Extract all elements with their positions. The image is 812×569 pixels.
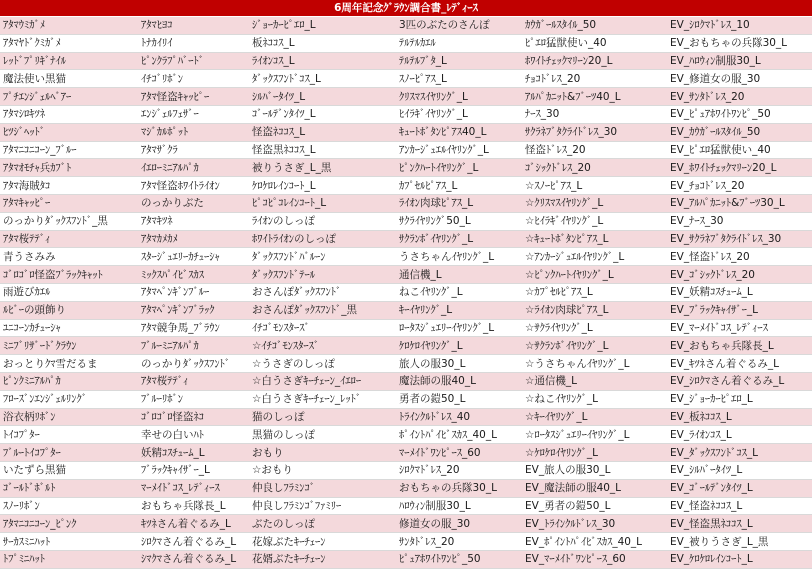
table-row	[0, 88, 812, 106]
table-row	[0, 426, 812, 444]
table-row	[0, 283, 812, 301]
table-cell: ｻｸﾗﾈﾌﾞﾀｸﾗｲﾄﾞﾚｽ_30	[522, 123, 667, 141]
table-cell: EV_怪盗ﾄﾞﾚｽ_20	[667, 248, 812, 266]
table-cell: ﾏｼﾞｶﾙﾎﾟｯﾄ	[138, 123, 249, 141]
table-cell: EV_ｺﾞｼｯｸﾄﾞﾚｽ_20	[667, 266, 812, 284]
table-row	[0, 355, 812, 373]
table-cell: ｱﾀﾏｷｬｯﾋﾟｰ	[0, 194, 138, 212]
table-cell: ｺﾞｰﾙﾄﾞﾎﾞﾙﾄ	[0, 479, 138, 497]
table-row	[0, 266, 812, 284]
sheet-title: 6周年記念ｸﾞﾗｳﾝ調合書_ﾚﾃﾞｨｰｽ	[334, 2, 478, 14]
table-cell: ﾋﾂｼﾞﾍｯﾄﾞ	[0, 123, 138, 141]
table-cell: EV_ｼﾞｮｰｶｰﾋﾟｴﾛ_L	[667, 390, 812, 408]
table-cell: ☆ｻｸﾗｲﾔﾘﾝｸﾞ_L	[522, 319, 667, 337]
table-cell: ﾗｲｵﾝのしっぽ	[249, 212, 396, 230]
table-row	[0, 34, 812, 52]
table-row	[0, 159, 812, 177]
table-cell: EV_妖精ｺｽﾁｭｰﾑ_L	[667, 283, 812, 301]
table-cell: EV_ﾎﾟｲﾝﾄﾊﾟｲﾋﾞｽｶｽ_40_L	[522, 533, 667, 551]
table-cell: 怪盗ﾈｺｺｽ_L	[249, 123, 396, 141]
table-row	[0, 550, 812, 568]
table-cell: EV_被りうさぎ_L_黒	[667, 533, 812, 551]
table-cell: ﾌﾞﾙｰﾐﾆｱﾙﾊﾟｶ	[138, 337, 249, 355]
table-cell: ｹﾛｹﾛﾚｲﾝｺｰﾄ_L	[249, 177, 396, 195]
table-row	[0, 123, 812, 141]
table-cell: ☆うさぎのしっぽ	[249, 355, 396, 373]
table-row	[0, 141, 812, 159]
table-row	[0, 390, 812, 408]
table-cell: 板ﾈｺｺｽ_L	[249, 34, 396, 52]
table-cell: EV_ｶｳｶﾞｰﾙｽﾀｲﾙ_50	[667, 123, 812, 141]
table-cell: ﾀﾞｯｸｽﾌﾝﾄﾞｺｽ_L	[249, 70, 396, 88]
table-cell: ｽﾉｰﾋﾟｱｽ_L	[396, 70, 522, 88]
table-cell: ☆ﾗｲｵﾝ肉球ﾋﾟｱｽ_L	[522, 301, 667, 319]
table-row	[0, 194, 812, 212]
table-cell: ﾌﾛｰｽﾞﾝｴﾝｼﾞｪﾙﾘﾝｸﾞ	[0, 390, 138, 408]
table-cell: ﾋﾟﾝｸﾊｰﾄｲﾔﾘﾝｸﾞ_L	[396, 159, 522, 177]
table-cell: EV_ﾄﾗｲﾝｸﾙﾄﾞﾚｽ_30	[522, 515, 667, 533]
table-cell: ｼﾞｮｰｶｰﾋﾟｴﾛ_L	[249, 17, 396, 34]
table-cell: ｱﾀﾏｶﾒｶﾒ	[138, 230, 249, 248]
table-cell: ☆ｽﾉｰﾋﾟｱｽ_L	[522, 177, 667, 195]
table-cell: ｴﾝｼﾞｪﾙﾌｪｻﾞｰ	[138, 105, 249, 123]
table-cell: ☆ｸﾘｽﾏｽｲﾔﾘﾝｸﾞ_L	[522, 194, 667, 212]
table-cell: 花婿ぶたｷｰﾁｪｰﾝ	[249, 550, 396, 568]
table-cell: ｱﾀﾏ海賊ﾀｺ	[0, 177, 138, 195]
table-cell: おさんぽﾀﾞｯｸｽﾌﾝﾄﾞ	[249, 283, 396, 301]
table-row	[0, 70, 812, 88]
table-cell: ☆おもり	[249, 461, 396, 479]
table-cell: いたずら黒猫	[0, 461, 138, 479]
table-cell: ｱﾀﾏﾆｺﾆｺｰﾝ_ﾌﾞﾙｰ	[0, 141, 138, 159]
table-cell: EV_ﾊﾛｳｨﾝ制服30_L	[667, 52, 812, 70]
table-cell: ☆ｷｭｰﾄﾎﾞﾀﾝﾋﾟｱｽ_L	[522, 230, 667, 248]
table-cell: ﾃﾙﾃﾙｶｴﾙ	[396, 34, 522, 52]
table-cell: ｼﾙﾊﾞｰﾀｲﾂ_L	[249, 88, 396, 106]
table-cell: ｱﾙﾊﾟｶﾆｯﾄ&ﾌﾞｰﾂ40_L	[522, 88, 667, 106]
table-row	[0, 337, 812, 355]
table-cell: ｱﾀﾏﾆｺﾆｺｰﾝ_ﾋﾟﾝｸ	[0, 515, 138, 533]
table-cell: ｹﾛｹﾛｲﾔﾘﾝｸﾞ_L	[396, 337, 522, 355]
table-cell: ｻﾝﾀﾄﾞﾚｽ_20	[396, 533, 522, 551]
table-cell: ☆ｱﾝｶｰｼﾞｭｴﾙｲﾔﾘﾝｸﾞ_L	[522, 248, 667, 266]
table-cell: ｽﾉｰﾘﾎﾞﾝ	[0, 497, 138, 515]
table-row	[0, 301, 812, 319]
table-cell: ﾙﾋﾞｰの頭飾り	[0, 301, 138, 319]
table-cell: ☆ｶﾌﾟｾﾙﾋﾟｱｽ_L	[522, 283, 667, 301]
table-cell: ﾎﾜｲﾄﾗｲｵﾝのしっぽ	[249, 230, 396, 248]
recipe-table-body	[0, 17, 812, 568]
table-cell: ﾌﾞﾗｯｸｷｬｲｻﾞｰ_L	[138, 461, 249, 479]
table-cell: ｱﾀﾏﾋﾖｺ	[138, 17, 249, 34]
table-row	[0, 372, 812, 390]
table-cell: ☆白うさぎｷｰﾁｪｰﾝ_ﾚｯﾄﾞ	[249, 390, 396, 408]
table-cell: ﾌﾞﾙｰﾘﾎﾞﾝ	[138, 390, 249, 408]
table-cell: ﾌﾟﾁｴﾝｼﾞｪﾙﾍﾞｱｰ	[0, 88, 138, 106]
table-row	[0, 479, 812, 497]
table-cell: ｷｰｲﾔﾘﾝｸﾞ_L	[396, 301, 522, 319]
table-cell: EV_ﾗｲｵﾝｺｽ_L	[667, 426, 812, 444]
table-cell: 怪盗ﾄﾞﾚｽ_20	[522, 141, 667, 159]
table-cell: おもり	[249, 444, 396, 462]
table-cell: EV_ﾏｰﾒｲﾄﾞﾜﾝﾋﾟｰｽ_60	[522, 550, 667, 568]
table-cell: ☆ｷｰｲﾔﾘﾝｸﾞ_L	[522, 408, 667, 426]
table-cell: 猫のしっぽ	[249, 408, 396, 426]
table-cell: ﾊﾛｳｨﾝ制服30_L	[396, 497, 522, 515]
table-cell: ﾕﾆｺｰﾝｶﾁｭｰｼｬ	[0, 319, 138, 337]
table-cell: ｸﾘｽﾏｽｲﾔﾘﾝｸﾞ_L	[396, 88, 522, 106]
table-cell: EV_ｻｸﾗﾈﾌﾞﾀｸﾗｲﾄﾞﾚｽ_30	[667, 230, 812, 248]
table-cell: ｱﾀﾏﾍﾟﾝｷﾞﾝﾌﾞﾙｰ	[138, 283, 249, 301]
table-cell: ｱﾀﾏｳﾐｶﾞﾒ	[0, 17, 138, 34]
table-cell: 怪盗黒ﾈｺｺｽ_L	[249, 141, 396, 159]
table-cell: おさんぽﾀﾞｯｸｽﾌﾝﾄﾞ_黒	[249, 301, 396, 319]
table-cell: ｱﾀﾏｵﾓﾁｬ兵ｶﾌﾞﾄ	[0, 159, 138, 177]
table-row	[0, 319, 812, 337]
table-row	[0, 515, 812, 533]
table-cell: 雨遊びｶｴﾙ	[0, 283, 138, 301]
table-cell: ｱﾀﾏﾔﾄﾞｸﾐｶﾞﾒ	[0, 34, 138, 52]
table-row	[0, 177, 812, 195]
table-row	[0, 408, 812, 426]
table-cell: ﾄｲｺﾌﾟﾀｰ	[0, 426, 138, 444]
table-cell: ﾀﾞｯｸｽﾌﾝﾄﾞﾃｰﾙ	[249, 266, 396, 284]
table-cell: EV_ﾋﾟｴﾛ猛獣使い_40	[667, 141, 812, 159]
table-cell: ｺﾞｰﾙﾃﾞﾝﾀｲﾂ_L	[249, 105, 396, 123]
table-row	[0, 17, 812, 34]
table-cell: EV_怪盗黒ﾈｺｺｽ_L	[667, 515, 812, 533]
table-cell: ｱﾀﾏ怪盗ﾎﾜｲﾄﾗｲｵﾝ	[138, 177, 249, 195]
table-cell: 旅人の服30_L	[396, 355, 522, 373]
table-cell: ﾄﾗｲﾝｸﾙﾄﾞﾚｽ_40	[396, 408, 522, 426]
table-cell: ﾋﾟｺﾋﾟｺﾚｲﾝｺｰﾄ_L	[249, 194, 396, 212]
table-cell: 勇者の鎧50_L	[396, 390, 522, 408]
table-cell: EV_ﾅｰｽ_30	[667, 212, 812, 230]
table-cell: ｱﾀﾏｼﾛｷﾂﾈ	[0, 105, 138, 123]
table-cell: のっかりﾀﾞｯｸｽﾌﾝﾄﾞ	[138, 355, 249, 373]
table-cell: ｱﾀﾏ桜ﾃﾃﾞｨ	[138, 372, 249, 390]
table-cell: ﾌﾞﾙｰﾄｲｺﾌﾟﾀｰ	[0, 444, 138, 462]
table-cell: ﾋｲﾗｷﾞｲﾔﾘﾝｸﾞ_L	[396, 105, 522, 123]
table-cell: ｺﾞﾛｺﾞﾛ怪盗ﾌﾞﾗｯｸｷｬｯﾄ	[0, 266, 138, 284]
table-cell: EV_ﾎﾜｲﾄﾁｪｯｸﾏﾘｰﾝ20_L	[667, 159, 812, 177]
table-cell: ｶﾌﾟｾﾙﾋﾟｱｽ_L	[396, 177, 522, 195]
table-cell: EV_ｼﾛｸﾏﾄﾞﾚｽ_10	[667, 17, 812, 34]
table-row	[0, 461, 812, 479]
table-cell: ｺﾞﾛｺﾞﾛ怪盗ﾈｺ	[138, 408, 249, 426]
table-cell: ﾗｲｵﾝｺｽ_L	[249, 52, 396, 70]
table-cell: 通信機_L	[396, 266, 522, 284]
table-cell: EV_ﾋﾟｭｱﾎﾜｲﾄﾜﾝﾋﾟ_50	[667, 105, 812, 123]
table-cell: EV_魔法師の服40_L	[522, 479, 667, 497]
table-cell: ﾏｰﾒｲﾄﾞﾜﾝﾋﾟｰｽ_60	[396, 444, 522, 462]
table-cell: ｱﾀﾏﾍﾟﾝｷﾞﾝﾌﾞﾗｯｸ	[138, 301, 249, 319]
table-cell: EV_勇者の鎧50_L	[522, 497, 667, 515]
table-cell: EV_ｼﾙﾊﾞｰﾀｲﾂ_L	[667, 461, 812, 479]
table-cell: ｲﾁｺﾞﾓﾝｽﾀｰｽﾞ	[249, 319, 396, 337]
recipe-table	[0, 17, 812, 569]
table-cell: ☆ねこｲﾔﾘﾝｸﾞ_L	[522, 390, 667, 408]
table-cell: ｲﾁｺﾞﾘﾎﾞﾝ	[138, 70, 249, 88]
table-cell: ☆ﾛｰﾀｽｼﾞｭｴﾘｰｲﾔﾘﾝｸﾞ_L	[522, 426, 667, 444]
table-cell: 修道女の服_30	[396, 515, 522, 533]
table-cell: ☆ﾋﾟﾝｸﾊｰﾄｲﾔﾘﾝｸﾞ_L	[522, 266, 667, 284]
table-cell: EV_修道女の服_30	[667, 70, 812, 88]
table-cell: 魔法使い黒猫	[0, 70, 138, 88]
table-cell: ﾏｰﾒｲﾄﾞｺｽ_ﾚﾃﾞｨｰｽ	[138, 479, 249, 497]
table-cell: おもちゃの兵隊30_L	[396, 479, 522, 497]
table-row	[0, 248, 812, 266]
table-cell: ぶたのしっぽ	[249, 515, 396, 533]
table-cell: ☆白うさぎｷｰﾁｪｰﾝ_ｲｴﾛｰ	[249, 372, 396, 390]
table-cell: おもちゃ兵隊長_L	[138, 497, 249, 515]
table-cell: ｶｳｶﾞｰﾙｽﾀｲﾙ_50	[522, 17, 667, 34]
table-cell: ｲｴﾛｰﾐﾆｱﾙﾊﾟｶ	[138, 159, 249, 177]
title-bar	[0, 0, 812, 17]
table-cell: ｷｭｰﾄﾎﾞﾀﾝﾋﾟｱｽ40_L	[396, 123, 522, 141]
table-cell: EV_ｱﾙﾊﾟｶﾆｯﾄ&ﾌﾞｰﾂ30_L	[667, 194, 812, 212]
table-cell: のっかりぶた	[138, 194, 249, 212]
table-row	[0, 230, 812, 248]
table-cell: ☆通信機_L	[522, 372, 667, 390]
table-row	[0, 497, 812, 515]
table-cell: EV_旅人の服30_L	[522, 461, 667, 479]
table-cell: ﾋﾟﾝｸﾗﾌﾟﾊﾞｰﾄﾞ	[138, 52, 249, 70]
table-cell: EV_ｻﾝﾀﾄﾞﾚｽ_20	[667, 88, 812, 106]
table-cell: のっかりﾀﾞｯｸｽﾌﾝﾄﾞ_黒	[0, 212, 138, 230]
table-row	[0, 105, 812, 123]
table-cell: ﾃﾙﾃﾙﾌﾞﾀ_L	[396, 52, 522, 70]
table-cell: ﾚｯﾄﾞﾌﾟﾘｷﾞﾅｲﾙ	[0, 52, 138, 70]
table-cell: 青うさみみ	[0, 248, 138, 266]
table-cell: 仲良しﾌﾗﾐﾝｺﾞ	[249, 479, 396, 497]
table-cell: ｼﾛｸﾏﾄﾞﾚｽ_20	[396, 461, 522, 479]
table-cell: EV_ﾁｮｺﾄﾞﾚｽ_20	[667, 177, 812, 195]
table-cell: EV_ｼﾛｸﾏさん着ぐるみ_L	[667, 372, 812, 390]
table-cell: ☆ｻｸﾗﾝﾎﾞｲﾔﾘﾝｸﾞ_L	[522, 337, 667, 355]
table-cell: EV_おもちゃの兵隊30_L	[667, 34, 812, 52]
table-cell: ﾋﾟﾝｸﾐﾆｱﾙﾊﾟｶ	[0, 372, 138, 390]
table-cell: EV_怪盗ﾈｺｺｽ_L	[667, 497, 812, 515]
table-cell: ☆うさちゃんｲﾔﾘﾝｸﾞ_L	[522, 355, 667, 373]
table-cell: ﾅｰｽ_30	[522, 105, 667, 123]
table-cell: 花嫁ぶたｷｰﾁｪｰﾝ	[249, 533, 396, 551]
table-cell: ﾋﾟｴﾛ猛獣使い_40	[522, 34, 667, 52]
table-cell: EV_おもちゃ兵隊長_L	[667, 337, 812, 355]
table-cell: ｻｸﾗﾝﾎﾞｲﾔﾘﾝｸﾞ_L	[396, 230, 522, 248]
table-cell: 仲良しﾌﾗﾐﾝｺﾞﾌｧﾐﾘｰ	[249, 497, 396, 515]
table-row	[0, 212, 812, 230]
table-cell: EV_ﾌﾞﾗｯｸｷｬｲｻﾞｰ_L	[667, 301, 812, 319]
table-cell: ﾐﾆﾌﾞﾘｻﾞｰﾄﾞｸﾗｳﾝ	[0, 337, 138, 355]
table-cell: ｷﾂﾈさん着ぐるみ_L	[138, 515, 249, 533]
table-cell: ｱﾀﾏｻﾞｸﾗ	[138, 141, 249, 159]
table-cell: ☆ｲﾁｺﾞﾓﾝｽﾀｰｽﾞ	[249, 337, 396, 355]
table-cell: EV_ｷﾂﾈさん着ぐるみ_L	[667, 355, 812, 373]
table-cell: 幸せの白いﾊﾄ	[138, 426, 249, 444]
table-cell: EV_ﾀﾞｯｸｽﾌﾝﾄﾞｺｽ_L	[667, 444, 812, 462]
table-row	[0, 444, 812, 462]
table-cell: ｽﾀｰｼﾞｭｴﾘｰｶﾁｭｰｼｬ	[138, 248, 249, 266]
table-cell: ﾎﾜｲﾄﾁｪｯｸﾏﾘｰﾝ20_L	[522, 52, 667, 70]
table-cell: 黒猫のしっぽ	[249, 426, 396, 444]
table-cell: ﾎﾟｲﾝﾄﾊﾟｲﾋﾞｽｶｽ_40_L	[396, 426, 522, 444]
table-cell: うさちゃんｲﾔﾘﾝｸﾞ_L	[396, 248, 522, 266]
table-cell: 3匹のぶたのさんぽ	[396, 17, 522, 34]
table-cell: ☆ﾋｲﾗｷﾞｲﾔﾘﾝｸﾞ_L	[522, 212, 667, 230]
table-cell: ｼﾛｸﾏさん着ぐるみ_L	[138, 533, 249, 551]
table-cell: EV_ｹﾛｹﾛﾚｲﾝｺｰﾄ_L	[667, 550, 812, 568]
table-cell: ﾄﾅｶｲﾘｲ	[138, 34, 249, 52]
table-cell: ｱﾀﾏ競争馬_ﾌﾞﾗｳﾝ	[138, 319, 249, 337]
table-cell: ☆ｹﾛｹﾛｲﾔﾘﾝｸﾞ_L	[522, 444, 667, 462]
table-cell: ﾗｲｵﾝ肉球ﾋﾟｱｽ_L	[396, 194, 522, 212]
table-cell: ｼﾏｸﾏさん着ぐるみ_L	[138, 550, 249, 568]
table-row	[0, 533, 812, 551]
table-cell: ﾋﾟｭｱﾎﾜｲﾄﾜﾝﾋﾟ_50	[396, 550, 522, 568]
table-cell: EV_ｺﾞｰﾙﾃﾞﾝﾀｲﾂ_L	[667, 479, 812, 497]
table-cell: ｱﾀﾏｷﾂﾈ	[138, 212, 249, 230]
table-cell: 浴衣柄ﾘﾎﾞﾝ	[0, 408, 138, 426]
table-cell: EV_ﾏｰﾒｲﾄﾞｺｽ_ﾚﾃﾞｨｰｽ	[667, 319, 812, 337]
table-row	[0, 52, 812, 70]
table-cell: ﾀﾞｯｸｽﾌﾝﾄﾞﾊﾞﾙｰﾝ	[249, 248, 396, 266]
table-cell: おっとりｸﾏ雪だるま	[0, 355, 138, 373]
table-cell: ｻｰｶｽﾐﾆﾊｯﾄ	[0, 533, 138, 551]
table-cell: ﾐｯｸｽﾊﾟｲﾋﾞｽｶｽ	[138, 266, 249, 284]
table-cell: ｻｸﾗｲﾔﾘﾝｸﾞ50_L	[396, 212, 522, 230]
table-cell: 被りうさぎ_L_黒	[249, 159, 396, 177]
table-cell: 妖精ｺｽﾁｭｰﾑ_L	[138, 444, 249, 462]
table-cell: ﾁｮｺﾄﾞﾚｽ_20	[522, 70, 667, 88]
table-cell: ｱﾀﾏ怪盗ｷｬｯﾋﾟｰ	[138, 88, 249, 106]
table-cell: ﾄﾌﾟﾐﾆﾊｯﾄ	[0, 550, 138, 568]
table-cell: ｱﾝｶｰｼﾞｭｴﾙｲﾔﾘﾝｸﾞ_L	[396, 141, 522, 159]
table-cell: ﾛｰﾀｽｼﾞｭｴﾘｰｲﾔﾘﾝｸﾞ_L	[396, 319, 522, 337]
table-cell: 魔法師の服40_L	[396, 372, 522, 390]
table-cell: ｱﾀﾏ桜ﾃﾃﾞｨ	[0, 230, 138, 248]
table-cell: ｺﾞｼｯｸﾄﾞﾚｽ_20	[522, 159, 667, 177]
table-cell: ねこｲﾔﾘﾝｸﾞ_L	[396, 283, 522, 301]
table-cell: EV_板ﾈｺｺｽ_L	[667, 408, 812, 426]
